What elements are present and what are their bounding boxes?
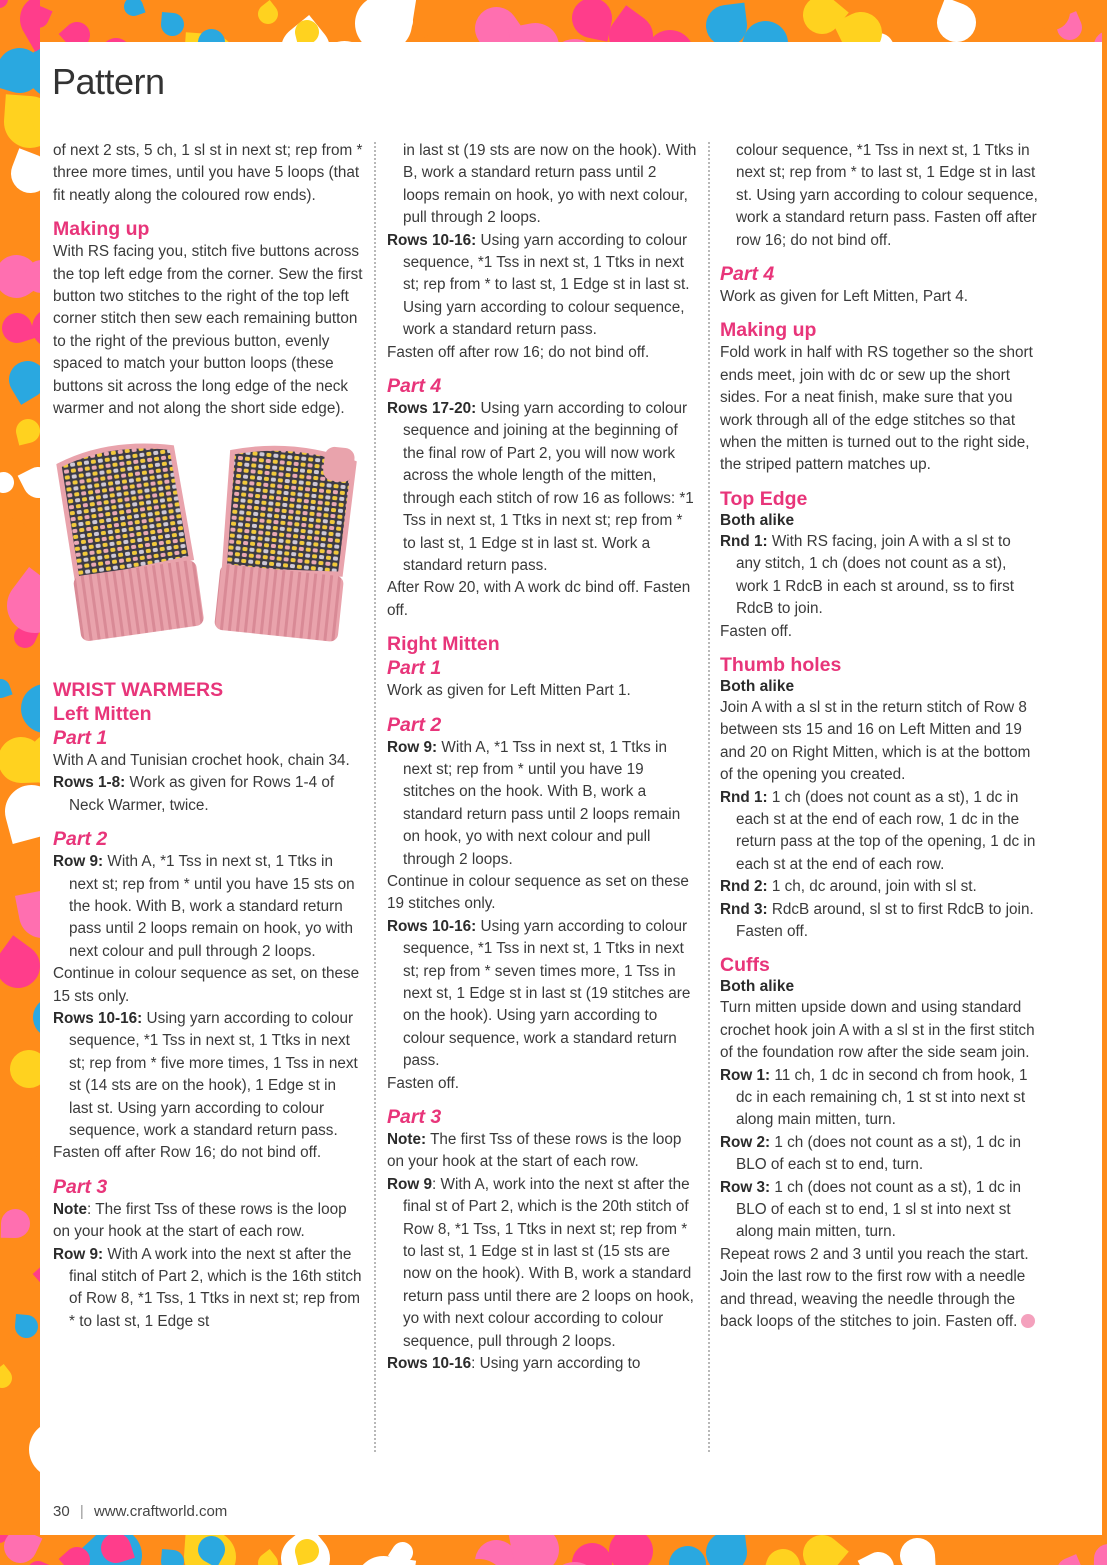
left-part3-heading: Part 3 [53,1175,108,1198]
flower-petal-icon [0,935,40,996]
left-mitten-heading: Left Mitten [53,702,152,725]
flower-petal-icon [160,1549,185,1565]
left-part3-fasten: Fasten off after row 16; do not bind off. [387,343,650,361]
cuffs-repeat: Repeat rows 2 and 3 until you reach the start. Join the last row to the first row with a needle and thread, weaving the needle through the back loops of the stitches to join. Fasten off. [720,1244,1038,1334]
flower-petal-icon [160,12,185,37]
flower-petal-icon [33,829,40,898]
website-link[interactable]: www.craftworld.com [93,1503,228,1520]
flower-petal-icon [5,148,40,198]
floral-border-left [0,0,40,1565]
left-part1-heading: Part 1 [53,726,108,749]
flower-petal-icon [0,1464,40,1539]
top-edge-subheading: Both alike [720,511,795,529]
flower-petal-icon [0,516,32,552]
flower-petal-icon [508,1535,563,1565]
right-mitten-heading: Right Mitten [387,633,500,656]
column-3 [720,140,1038,1333]
top-edge-fasten: Fasten off. [720,622,792,640]
flower-petal-icon [0,468,18,497]
flower-petal-icon [29,524,40,545]
page-title: Pattern [52,61,165,102]
right-part3-rows: Rows 10-16: Using yarn according to [387,1355,641,1373]
flower-petal-icon [292,17,321,42]
right-part3-heading: Part 3 [387,1106,442,1129]
page-title-box [42,60,179,104]
right-part2-heading: Part 2 [387,713,442,736]
thumb-holes-rnd3: Rnd 3: RdcB around, sl st to first RdcB to join. Fasten off. [720,900,1034,940]
end-mark-icon [1021,1314,1035,1328]
flower-petal-icon [33,1257,40,1294]
flower-petal-icon [31,995,40,1041]
flower-petal-icon [0,309,36,347]
floral-border-top [0,0,1107,42]
cuffs-row2: Row 2: 1 ch (does not count as a st), 1 dc in BLO of each st to end, turn. [720,1133,1021,1174]
flower-petal-icon [2,354,40,405]
flower-petal-icon [14,1314,39,1339]
flower-petal-icon [121,0,145,19]
left-part1-text: With A and Tunisian crochet hook, chain 34. [53,751,350,769]
floral-border-bottom [0,1535,1107,1565]
right-part1-text: Work as given for Left Mitten Part 1. [387,682,631,700]
cuffs-heading: Cuffs [720,954,770,977]
left-part2-heading: Part 2 [53,828,108,851]
flower-petal-icon [956,1551,992,1565]
wrist-warmers-photo [53,436,363,656]
flower-petal-icon [899,1537,936,1565]
left-part4-heading: Part 4 [387,375,442,398]
flower-petal-icon [795,1535,849,1565]
right-part2-rows: Rows 10-16: Using yarn according to colour sequence, *1 Tss in next st, 1 Ttks in next st; rep from * seven times more, 1 Tss in next st, 1 Edge st in last st (19 stitches are on the hook). Using yarn according to colour sequence, work a standard return pass. [387,917,691,1070]
right-part4-text: Work as given for Left Mitten, Part 4. [720,288,968,306]
right-part3-row9: Row 9: With A, work into the next st after the final st of Part 2, which is the 20th stitch of Row 8, *1 Tss, 1 Ttks in next st; rep from * to last st, 1 Edge st in last st (15 sts are now on the hook). With B, work a standard return pass until there are 2 loops on hook, yo with next colour according to colour sequence, pull through 2 loops. [387,1175,694,1350]
thumb-holes-subheading: Both alike [720,677,795,695]
page-footer [53,1503,227,1520]
right-part3-continued: colour sequence, *1 Tss in next st, 1 Ttks in next st; rep from * to last st, 1 Edge st in last st. Using yarn according to colour sequence, work a standard return pass. Fasten off after row 16; do not bind off. [736,142,1038,249]
flower-petal-icon [18,462,40,504]
flower-petal-icon [2,1042,40,1096]
right-part4-heading: Part 4 [720,263,775,286]
thumb-holes-heading: Thumb holes [720,653,842,676]
left-part4-rows: Rows 17-20: Using yarn according to colour sequence and joining at the beginning of the final row of Part 2, you will now work across the whole length of the mitten, through each stitch of row 16 as follows: *1 Tss in next st, 1 Ttks in next st; rep from * to last st, 1 Edge st in last st. Work a standard return pass. [387,400,694,574]
right-part3-note: Note: The first Tss of these rows is the loop on your hook at the start of each row. [387,1131,682,1171]
making-up-heading: Making up [53,218,150,241]
left-part1-rows: Rows 1-8: Work as given for Rows 1-4 of Neck Warmer, twice. [53,774,335,814]
column-divider-2 [708,142,710,1452]
footer-divider: | [79,1503,84,1520]
flower-petal-icon [704,1535,750,1565]
left-part4-after: After Row 20, with A work dc bind off. Fasten off. [387,579,691,619]
flower-petal-icon [59,17,96,42]
flower-petal-icon [1094,1544,1107,1565]
flower-petal-icon [254,1549,282,1565]
left-part2-continue: Continue in colour sequence as set, on these 15 sts only. [53,965,360,1005]
column-divider-1 [374,142,376,1452]
left-part3-row9: Row 9: With A work into the next st after the final stitch of Part 2, which is the 16th stitch of Row 8, *1 Tss, 1 Ttks in next st; rep from * to last st, 1 Edge st [53,1245,362,1330]
right-part2-row9: Row 9: With A, *1 Tss in next st, 1 Ttks in next st; rep from * until you have 19 stitches on the hook. With B, work a standard return pass until 2 loops remain on hook, yo with next colour and pull through 2 loops. [387,738,681,868]
flower-petal-icon [858,1547,900,1565]
flower-petal-icon [0,736,40,784]
mitten-making-up-text: Fold work in half with RS together so the short ends meet, join with dc or sew up the short sides. For a neat finish, make sure that you work through all of the edge stitches so that when the mitten is turned out to the right side, the striped pattern matches up. [720,344,1033,474]
thumb-holes-rnd2: Rnd 2: 1 ch, dc around, join with sl st. [720,878,977,896]
flower-petal-icon [15,887,40,942]
right-part2-fasten: Fasten off. [387,1074,459,1092]
flower-petal-icon [704,3,750,42]
wrist-warmers-heading: WRIST WARMERS [53,678,224,701]
floral-border-right [1102,0,1107,1565]
left-part2-row9: Row 9: With A, *1 Tss in next st, 1 Ttks in next st; rep from * until you have 15 sts on the hook. With B, work a standard return pass until 2 loops remain on hook, yo with next colour and pull through 2 loops. [53,853,355,960]
mitten-making-up-heading: Making up [720,319,817,342]
flower-petal-icon [990,33,1035,42]
cuffs-row3: Row 3: 1 ch (does not count as a st), 1 dc in BLO of each st to end, 1 sl st into next st along main mitten, turn. [720,1178,1021,1241]
flower-petal-icon [15,199,40,251]
thumb-holes-rnd1: Rnd 1: 1 ch (does not count as a st), 1 dc in each st at the end of each row, 1 dc in the return pass at the top of the opening, 1 dc in each st at the end of each row. [720,788,1036,873]
left-part3-note: Note: The first Tss of these rows is the loop on your hook at the start of each row. [53,1200,347,1241]
right-part2-continue: Continue in colour sequence as set on these 19 stitches only. [387,872,689,913]
thumb-holes-intro: Join A with a sl st in the return stitch of Row 8 between sts 15 and 16 on Left Mitten and 19 and 20 on Right Mitten, which is at the bottom of the opening you created. [720,698,1031,784]
right-part1-heading: Part 1 [387,657,442,680]
flower-petal-icon [17,1149,40,1194]
page-number: 30 [53,1503,70,1520]
flower-petal-icon [0,676,13,700]
flower-petal-icon [0,1364,16,1392]
top-edge-heading: Top Edge [720,487,808,510]
flower-petal-icon [990,1535,1035,1565]
flower-petal-icon [762,1545,804,1565]
neck-warmer-continued: of next 2 sts, 5 ch, 1 sl st in next st; rep from * three more times, until you have 5 loops (that fit neatly along the coloured row ends). [53,142,363,204]
flower-petal-icon [11,674,40,743]
cuffs-row1: Row 1: 11 ch, 1 dc in second ch from hook, 1 dc in each remaining ch, 1 st st into next st along main mitten, turn. [720,1066,1028,1129]
flower-petal-icon [13,416,40,445]
left-part2-fasten: Fasten off after Row 16; do not bind off. [53,1144,322,1162]
top-edge-rnd1: Rnd 1: With RS facing, join A with a sl st to any stitch, 1 ch (does not count as a st), work 1 RdcB in each st around, ss to first RdcB to join. [720,532,1015,618]
cuffs-subheading: Both alike [720,978,795,996]
left-part3-rows: Rows 10-16: Using yarn according to colour sequence, *1 Tss in next st, 1 Ttks in next st; rep from * to last st, 1 Edge st in last st. Using yarn according to colour sequence, work a standard return pass. [387,231,690,339]
making-up-text: With RS facing you, stitch five buttons across the top left edge from the corner. Sew the first button two stitches to the right of the top left corner stitch then sew each remaining button to the right of the previous button, evenly spaced to match your button loops (these buttons sit across the long edge of the neck warmer and not along the short side edge). [53,243,363,418]
flower-petal-icon [0,0,8,8]
cuffs-intro: Turn mitten upside down and using standard crochet hook join A with a sl st in the first stitch of the foundation row after the side seam join. [720,999,1035,1062]
flower-petal-icon [97,34,135,42]
flower-petal-icon [0,779,40,844]
column-2 [387,140,697,1376]
left-part2-rows: Rows 10-16: Using yarn according to colour sequence, *1 Tss in next st, 1 Ttks in next st; rep from * five more times, 1 Tss in next st (14 sts are on the hook), 1 Edge st in last st. Using yarn according to colour sequence, work a standard return pass. [53,1009,358,1139]
left-part3-continued: in last st (19 sts are now on the hook). With B, work a standard return pass until 2 loops remain on hook, yo with next colour, pull through 2 loops. [403,142,697,227]
flower-petal-icon [254,0,282,28]
column-1 [53,140,363,1333]
flower-petal-icon [1,1209,31,1239]
flower-petal-icon [11,0,40,52]
flower-petal-icon [25,1417,40,1482]
